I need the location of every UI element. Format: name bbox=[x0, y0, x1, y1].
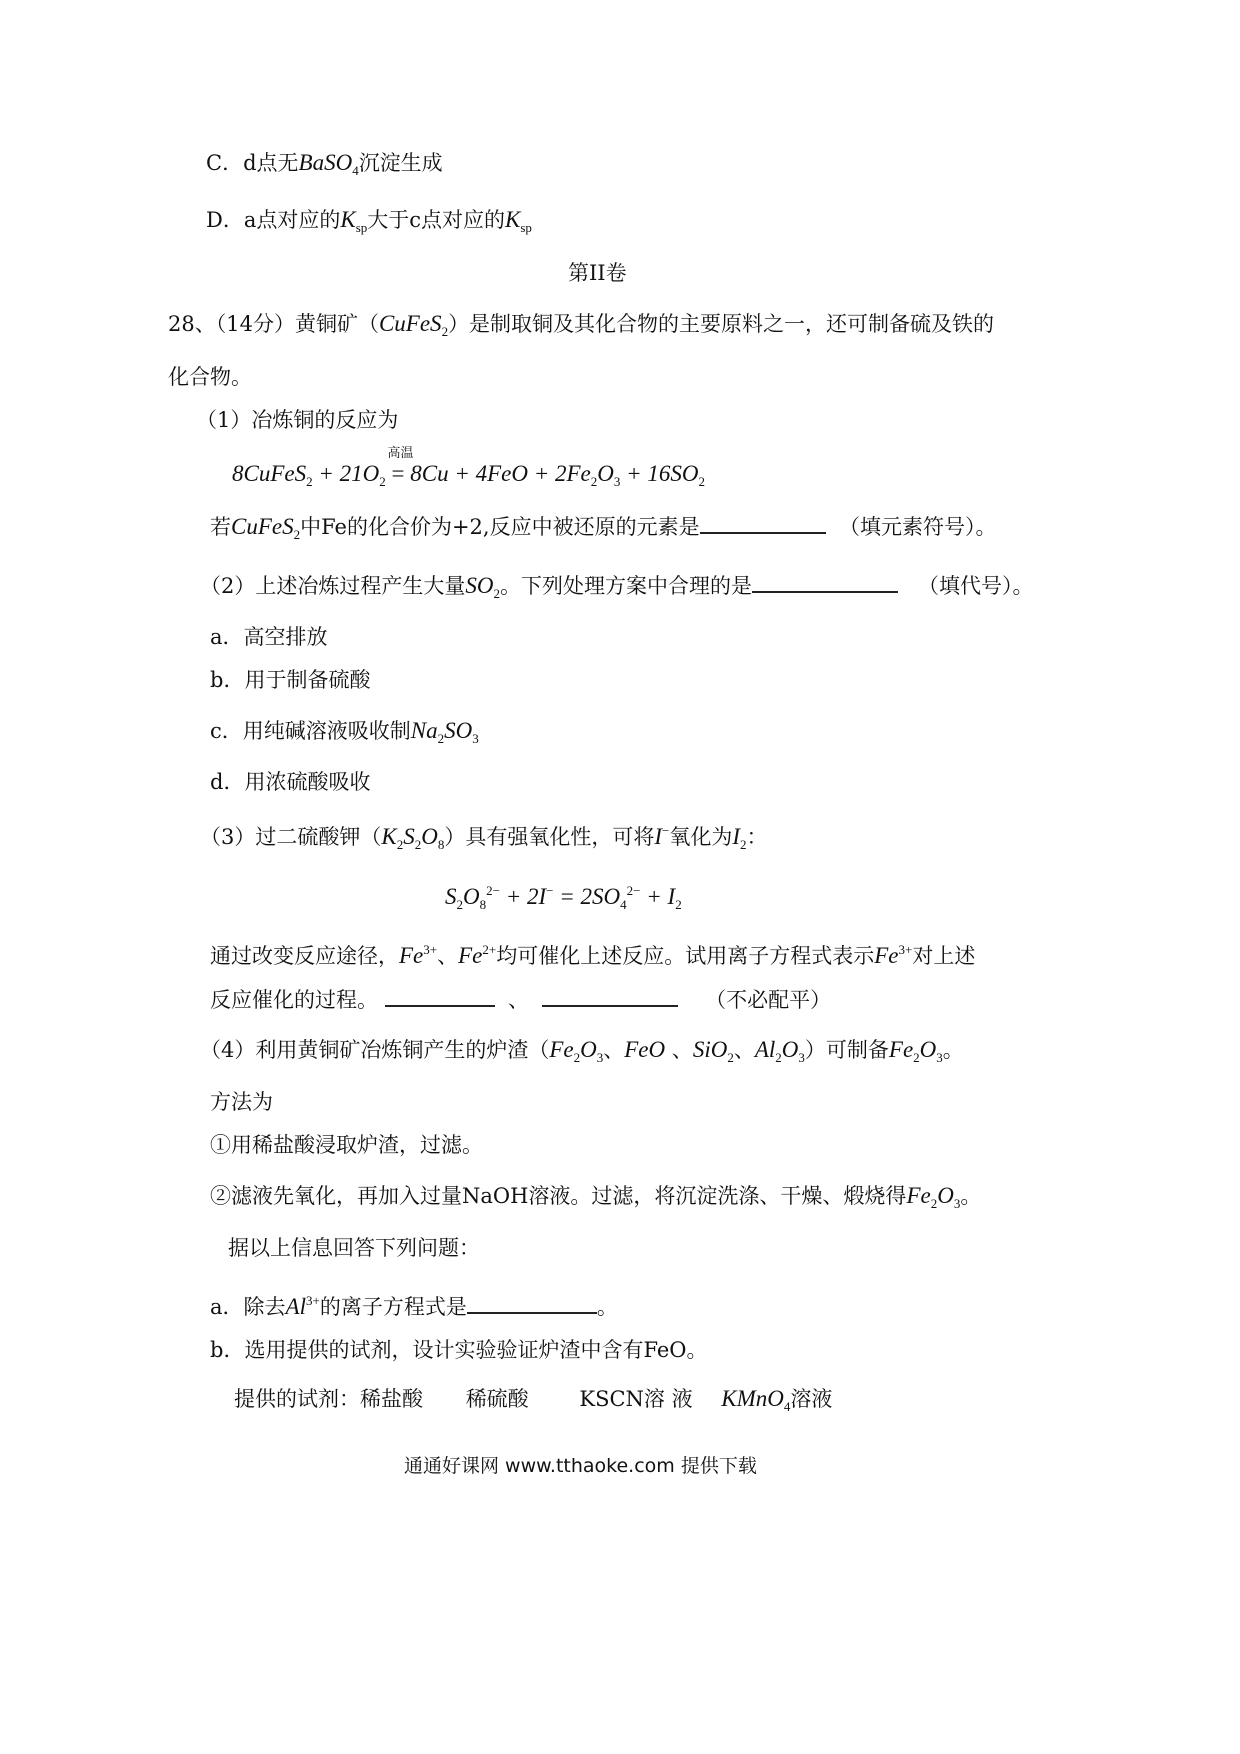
q1-equation: 8CuFeS$_2$ + $21O_2$ 高温 = $8Cu + 4FeO + 2Fe_2O_3 + 16SO_2$ bbox=[232, 446, 706, 489]
q4a-answer-blank[interactable] bbox=[467, 1292, 597, 1314]
question-intro-line2: 化合物。 bbox=[168, 365, 252, 389]
q4-step1: ①用稀盐酸浸取炉渣，过滤。 bbox=[210, 1133, 483, 1157]
q3-answer-blank-2[interactable] bbox=[542, 985, 678, 1007]
question-intro: 28、（14分）黄铜矿（CuFeS$_2$）是制取铜及其化合物的主要原料之一，还可制备硫及铁的 bbox=[168, 311, 995, 339]
q4-prompt: 据以上信息回答下列问题： bbox=[228, 1236, 480, 1260]
q4-reagents: 提供的试剂：稀盐酸 稀硫酸 KSCN溶 液 KMnO$_4$溶液 bbox=[234, 1386, 833, 1414]
q3-text-line1: 通过改变反应途径，$Fe^{3+}$、$Fe^{2+}$均可催化上述反应。试用离子方程式表示$Fe^{3+}$对上述 bbox=[210, 942, 976, 968]
q1-answer-blank[interactable] bbox=[700, 512, 826, 534]
q2-answer-blank[interactable] bbox=[752, 571, 898, 593]
q2-question: （2）上述冶炼过程产生大量$SO_2$。下列处理方案中合理的是 （填代号）。 bbox=[200, 573, 1034, 601]
q1-label: （1）冶炼铜的反应为 bbox=[196, 408, 399, 432]
q1-question: 若CuFeS$_2$中Fe的化合价为+2,反应中被还原的元素是 （填元素符号）。 bbox=[210, 514, 997, 542]
footer-download-note: 通通好课网 www.tthaoke.com 提供下载 bbox=[404, 1455, 757, 1477]
q3-answer-blank-1[interactable] bbox=[385, 985, 495, 1007]
q2-option-d: d．用浓硫酸吸收 bbox=[210, 770, 371, 794]
q3-equation: $S_2O_8^{2-} + 2I^- = 2SO_4^{2-} + I_2$ bbox=[445, 883, 682, 912]
q2-option-c: c．用纯碱溶液吸收制$Na_2SO_3$ bbox=[210, 718, 479, 746]
q4-question: （4）利用黄铜矿冶炼铜产生的炉渣（$Fe_2O_3$、FeO 、SiO$_2$、$Al_2O_3$）可制备$Fe_2O_3$。 bbox=[200, 1037, 964, 1065]
q4-method-label: 方法为 bbox=[210, 1090, 273, 1114]
q2-option-a: a．高空排放 bbox=[210, 625, 328, 649]
option-c: C．d点无BaSO$_4$沉淀生成 bbox=[206, 150, 443, 178]
q4-step2: ②滤液先氧化，再加入过量NaOH溶液。过滤，将沉淀洗涤、干燥、煅烧得$Fe_2O_3$。 bbox=[210, 1183, 982, 1211]
q2-option-b: b．用于制备硫酸 bbox=[210, 668, 371, 692]
q3-question: （3）过二硫酸钾$(K_2S_2O_8)$具有强氧化性，可将I−氧化为$I_2$： bbox=[200, 823, 768, 852]
q4-part-a: a．除去$Al^{3+}$的离子方程式是 。 bbox=[210, 1293, 618, 1319]
q3-text-line2: 反应催化的过程。 、 （不必配平） bbox=[210, 985, 831, 1015]
option-d: D．a点对应的$K_{sp}$大于c点对应的$K_{sp}$ bbox=[206, 207, 532, 235]
section-title: 第II卷 bbox=[568, 261, 627, 285]
reaction-arrow-equals: 高温 = bbox=[387, 446, 414, 486]
q4-part-b: b．选用提供的试剂，设计实验验证炉渣中含有FeO。 bbox=[210, 1338, 708, 1362]
